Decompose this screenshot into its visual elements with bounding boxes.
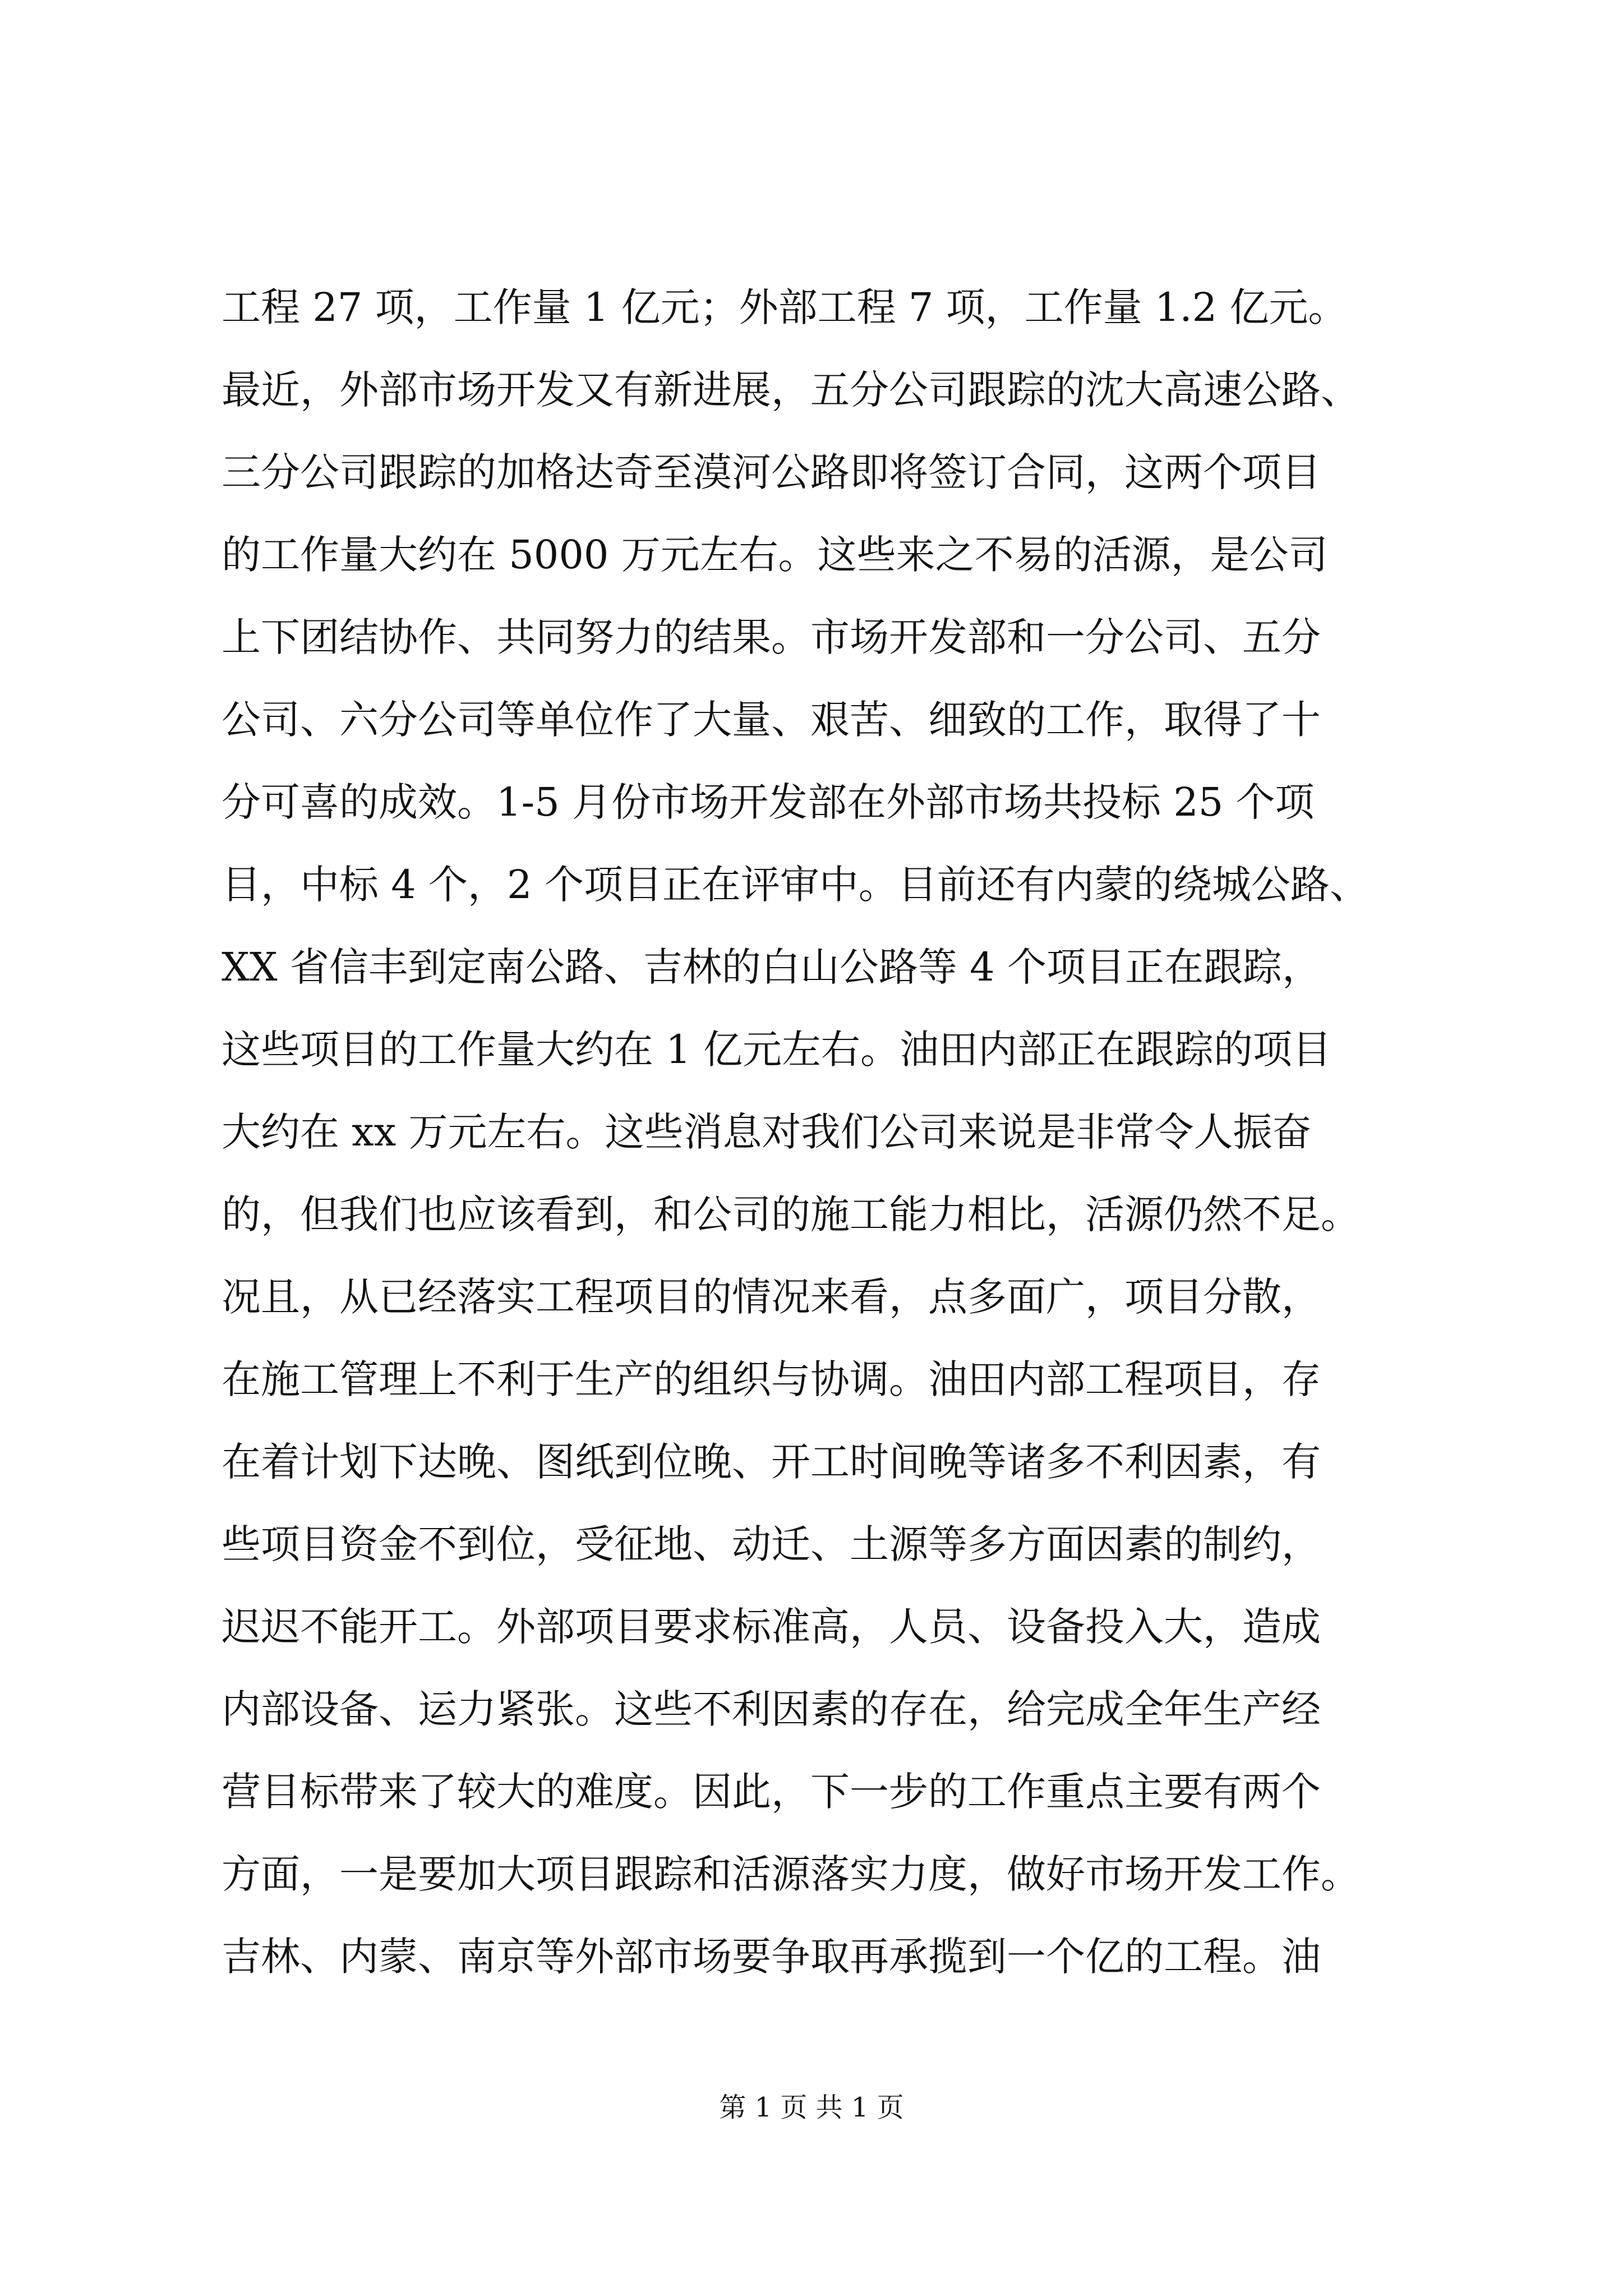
text-line: 大约在 xx 万元左右。这些消息对我们公司来说是非常令人振奋: [222, 1109, 1312, 1155]
text-line: 的，但我们也应该看到，和公司的施工能力相比，活源仍然不足。: [222, 1191, 1360, 1237]
text-line: 上下团结协作、共同努力的结果。市场开发部和一分公司、五分: [222, 614, 1321, 660]
text-line: 营目标带来了较大的难度。因此，下一步的工作重点主要有两个: [222, 1769, 1321, 1815]
text-line: 三分公司跟踪的加格达奇至漠河公路即将签订合同，这两个项目: [222, 449, 1321, 495]
text-line: 些项目资金不到位，受征地、动迁、土源等多方面因素的制约，: [222, 1521, 1321, 1567]
text-line: 分可喜的成效。1-5 月份市场开发部在外部市场共投标 25 个项: [222, 779, 1315, 825]
text-line: 在着计划下达晚、图纸到位晚、开工时间晚等诸多不利因素，有: [222, 1439, 1321, 1485]
text-line: 在施工管理上不利于生产的组织与协调。油田内部工程项目，存: [222, 1356, 1321, 1402]
body-text: [222, 266, 1438, 1998]
text-line: 这些项目的工作量大约在 1 亿元左右。油田内部正在跟踪的项目: [222, 1027, 1332, 1073]
text-line: 工程 27 项，工作量 1 亿元；外部工程 7 项，工作量 1.2 亿元。: [222, 284, 1348, 330]
text-line: XX 省信丰到定南公路、吉林的白山公路等 4 个项目正在跟踪，: [222, 944, 1321, 990]
page-number-footer: 第 1 页 共 1 页: [719, 2092, 904, 2123]
text-line: 内部设备、运力紧张。这些不利因素的存在，给完成全年生产经: [222, 1686, 1321, 1732]
text-line: 最近，外部市场开发又有新进展，五分公司跟踪的沈大高速公路、: [222, 367, 1360, 413]
text-line: 况且，从已经落实工程项目的情况来看，点多面广，项目分散，: [222, 1274, 1321, 1320]
text-line: 方面，一是要加大项目跟踪和活源落实力度，做好市场开发工作。: [222, 1851, 1360, 1897]
text-line: 吉林、内蒙、南京等外部市场要争取再承揽到一个亿的工程。油: [222, 1934, 1321, 1980]
text-line: 迟迟不能开工。外部项目要求标准高，人员、设备投入大，造成: [222, 1604, 1321, 1650]
text-line: 目，中标 4 个，2 个项目正在评审中。目前还有内蒙的绕城公路、: [222, 862, 1369, 908]
text-line: 公司、六分公司等单位作了大量、艰苦、细致的工作，取得了十: [222, 697, 1321, 743]
text-line: 的工作量大约在 5000 万元左右。这些来之不易的活源，是公司: [222, 532, 1328, 578]
